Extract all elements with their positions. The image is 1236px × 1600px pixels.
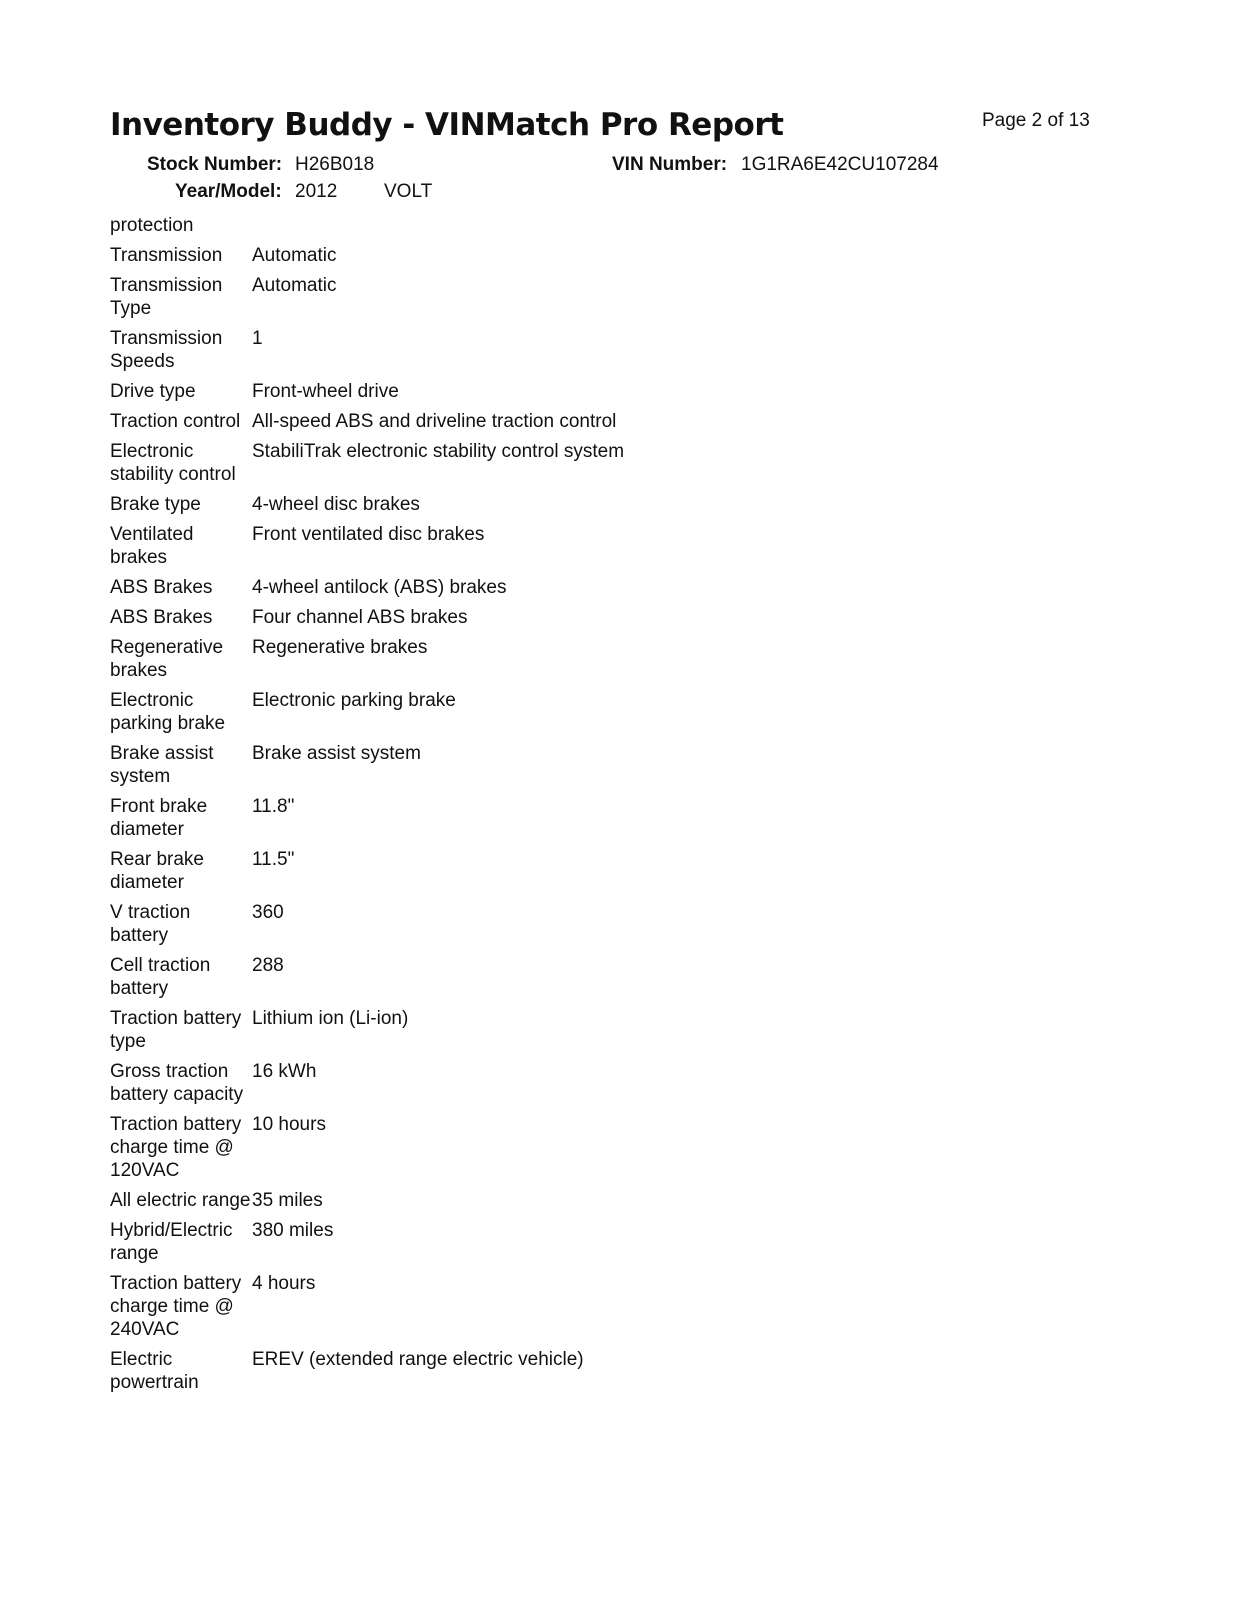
spec-value: 288: [252, 955, 284, 976]
spec-value: Four channel ABS brakes: [252, 607, 468, 628]
spec-label: Rear brake diameter: [110, 849, 204, 893]
spec-value: 35 miles: [252, 1190, 323, 1211]
model-value: VOLT: [384, 181, 433, 202]
spec-value: 4 hours: [252, 1273, 316, 1294]
stock-number-value: H26B018: [295, 154, 375, 175]
spec-label: Brake assist system: [110, 743, 214, 787]
spec-row: [110, 327, 710, 373]
spec-value: 4-wheel antilock (ABS) brakes: [252, 577, 507, 598]
spec-label: Transmission: [110, 245, 223, 266]
spec-label: Cell traction battery: [110, 955, 211, 999]
spec-label: ABS Brakes: [110, 577, 213, 598]
spec-label: Traction battery type: [110, 1008, 242, 1052]
spec-row: [110, 606, 710, 629]
spec-label: Electric powertrain: [110, 1349, 199, 1393]
spec-value: Front ventilated disc brakes: [252, 524, 485, 545]
year-value: 2012: [295, 181, 338, 202]
spec-value: Front-wheel drive: [252, 381, 399, 402]
spec-value: Brake assist system: [252, 743, 421, 764]
spec-row: [110, 1060, 710, 1106]
vin-number-value: 1G1RA6E42CU107284: [741, 154, 939, 175]
spec-row: [110, 636, 710, 682]
spec-row: [110, 523, 710, 569]
spec-value: 4-wheel disc brakes: [252, 494, 420, 515]
spec-label: Regenerative brakes: [110, 637, 224, 681]
spec-value: 380 miles: [252, 1220, 334, 1241]
spec-row: [110, 274, 710, 320]
page-number: Page 2 of 13: [982, 110, 1090, 131]
spec-value: All-speed ABS and driveline traction control: [252, 411, 617, 432]
spec-value: Electronic parking brake: [252, 690, 456, 711]
spec-label: Electronic parking brake: [110, 690, 226, 734]
spec-row: [110, 410, 710, 433]
spec-label: Traction control: [110, 411, 241, 432]
spec-value: 1: [252, 328, 263, 349]
spec-row: [110, 1348, 710, 1394]
report-title: Inventory Buddy - VINMatch Pro Report: [110, 107, 784, 143]
spec-row: [110, 795, 710, 841]
spec-value: Lithium ion (Li-ion): [252, 1008, 409, 1029]
spec-row: [110, 1007, 710, 1053]
spec-row: [110, 380, 710, 403]
spec-row: [110, 901, 710, 947]
continued-text: protection: [110, 215, 194, 236]
spec-value: 11.5": [252, 849, 295, 870]
spec-row: [110, 440, 710, 486]
continued-row: [110, 214, 710, 237]
spec-row: [110, 742, 710, 788]
spec-label: V traction battery: [110, 902, 191, 946]
spec-label: Traction battery charge time @ 120VAC: [110, 1114, 242, 1181]
spec-label: Transmission Type: [110, 275, 223, 319]
spec-row: [110, 244, 710, 267]
spec-value: Regenerative brakes: [252, 637, 428, 658]
spec-label: All electric range: [110, 1190, 251, 1211]
spec-label: Ventilated brakes: [110, 524, 194, 568]
spec-row: [110, 1113, 710, 1182]
spec-row: [110, 493, 710, 516]
stock-number-label: Stock Number:: [147, 154, 283, 175]
spec-row: [110, 954, 710, 1000]
spec-row: [110, 848, 710, 894]
spec-value: Automatic: [252, 275, 337, 296]
spec-label: Gross traction battery capacity: [110, 1061, 244, 1105]
vin-number-label: VIN Number:: [612, 154, 728, 175]
spec-list: [110, 214, 710, 1401]
spec-value: 11.8": [252, 796, 295, 817]
spec-value: 10 hours: [252, 1114, 326, 1135]
spec-row: [110, 1219, 710, 1265]
spec-value: EREV (extended range electric vehicle): [252, 1349, 584, 1370]
spec-row: [110, 1189, 710, 1212]
spec-label: ABS Brakes: [110, 607, 213, 628]
year-model-label: Year/Model:: [175, 181, 282, 202]
spec-row: [110, 689, 710, 735]
spec-label: Front brake diameter: [110, 796, 208, 840]
spec-value: StabiliTrak electronic stability control system: [252, 441, 625, 462]
spec-label: Electronic stability control: [110, 441, 236, 485]
spec-label: Hybrid/Electric range: [110, 1220, 233, 1264]
spec-label: Transmission Speeds: [110, 328, 223, 372]
spec-row: [110, 1272, 710, 1341]
spec-value: Automatic: [252, 245, 337, 266]
spec-label: Drive type: [110, 381, 196, 402]
spec-label: Traction battery charge time @ 240VAC: [110, 1273, 242, 1340]
spec-label: Brake type: [110, 494, 201, 515]
spec-value: 360: [252, 902, 284, 923]
spec-row: [110, 576, 710, 599]
spec-value: 16 kWh: [252, 1061, 317, 1082]
